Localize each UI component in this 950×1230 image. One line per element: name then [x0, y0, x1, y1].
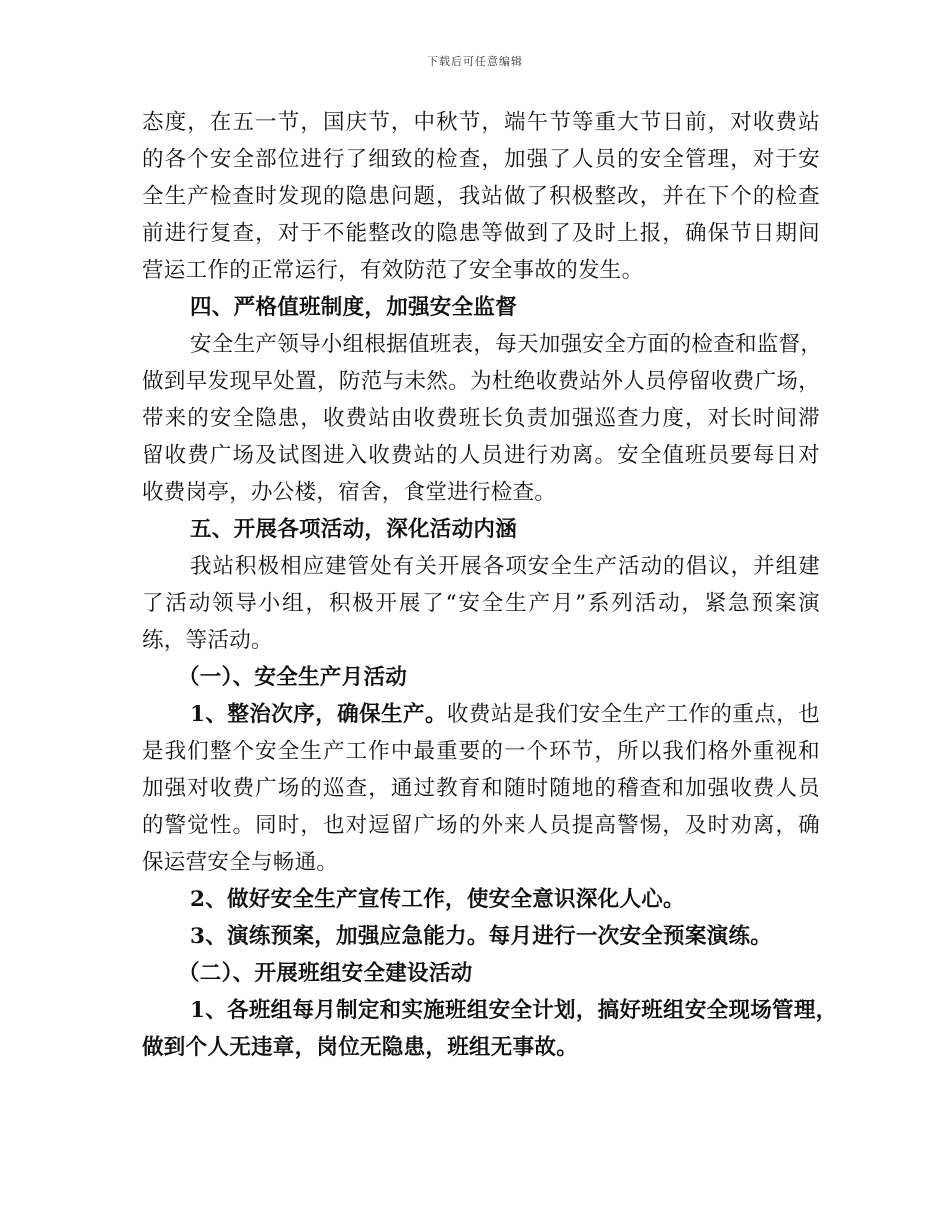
paragraph-line: 我站积极相应建管处有关开展各项安全生产活动的倡议，并组建 [190, 554, 820, 579]
paragraph-line: 营运工作的正常运行，有效防范了安全事故的发生。 [142, 258, 644, 283]
paragraph-line: 全生产检查时发现的隐患问题，我站做了积极整改，并在下个的检查 [142, 184, 820, 209]
item-title: 1、整治次序，确保生产。 [190, 702, 447, 727]
paragraph-line: 安全生产领导小组根据值班表，每天加强安全方面的检查和监督， [190, 332, 823, 357]
paragraph-line: 加强对收费广场的巡查，通过教育和随时随地的稽查和加强收费人员 [142, 776, 820, 801]
paragraph-line: 做到早发现早处置，防范与未然。为杜绝收费站外人员停留收费广场， [142, 369, 820, 394]
page-header-note: 下载后可任意编辑 [427, 55, 523, 68]
item-text: 收费站是我们安全生产工作的重点，也 [446, 702, 820, 727]
section-heading-5: 五、开展各项活动，深化活动内涵 [190, 517, 518, 542]
bold-item: 做到个人无违章，岗位无隐患，班组无事故。 [142, 1035, 579, 1060]
section-heading-4: 四、严格值班制度，加强安全监督 [190, 295, 518, 320]
paragraph-line: 带来的安全隐患，收费站由收费班长负责加强巡查力度，对长时间滞 [142, 406, 820, 431]
document-body [142, 104, 838, 1066]
subsection-heading-2: （二）、开展班组安全建设活动 [178, 961, 473, 986]
paragraph-line [142, 696, 820, 733]
paragraph-line: 了活动领导小组，积极开展了“安全生产月”系列活动，紧急预案演 [142, 591, 820, 616]
paragraph-line: 是我们整个安全生产工作中最重要的一个环节，所以我们格外重视和 [142, 739, 820, 764]
bold-item: 1、各班组每月制定和实施班组安全计划，搞好班组安全现场管理， [190, 998, 838, 1023]
subsection-heading-1: （一）、安全生产月活动 [178, 665, 408, 690]
paragraph-line: 练，等活动。 [142, 628, 273, 653]
bold-item: 3、演练预案，加强应急能力。每月进行一次安全预案演练。 [190, 924, 773, 949]
paragraph-line: 态度，在五一节，国庆节，中秋节，端午节等重大节日前，对收费站 [142, 110, 820, 135]
paragraph-line: 保运营安全与畅通。 [142, 850, 339, 875]
paragraph-line: 收费岗亭，办公楼，宿舍，食堂进行检查。 [142, 480, 557, 505]
paragraph-line: 的警觉性。同时，也对逗留广场的外来人员提高警惕，及时劝离，确 [142, 813, 820, 838]
bold-item: 2、做好安全生产宣传工作，使安全意识深化人心。 [190, 887, 685, 912]
paragraph-line: 留收费广场及试图进入收费站的人员进行劝离。安全值班员要每日对 [142, 443, 820, 468]
paragraph-line: 前进行复查，对于不能整改的隐患等做到了及时上报，确保节日期间 [142, 221, 820, 246]
paragraph-line: 的各个安全部位进行了细致的检查，加强了人员的安全管理，对于安 [142, 147, 820, 172]
